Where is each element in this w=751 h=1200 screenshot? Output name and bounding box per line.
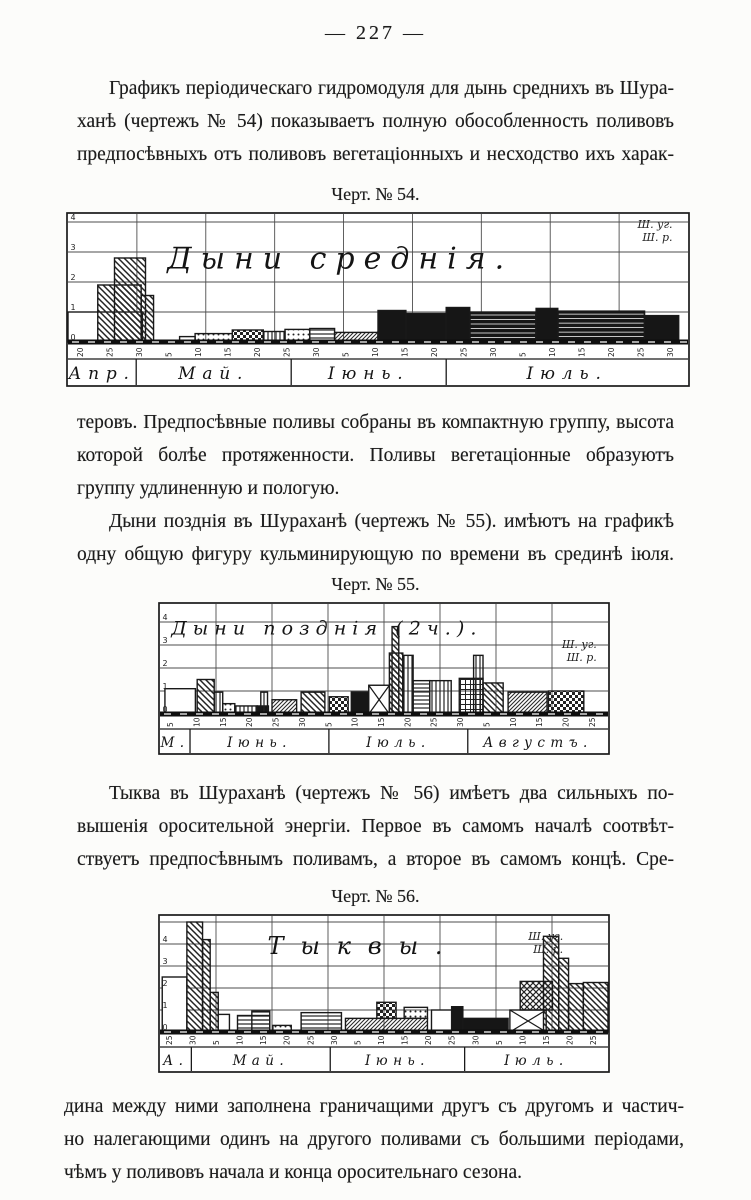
svg-text:30: 30 (188, 1035, 198, 1045)
svg-text:25: 25 (105, 347, 115, 357)
svg-text:5: 5 (341, 352, 351, 357)
svg-text:Іюль.: Іюль. (526, 364, 608, 384)
svg-text:5: 5 (166, 722, 176, 727)
figure-caption-54: Черт. № 54. (331, 184, 420, 204)
svg-text:25: 25 (164, 1035, 174, 1045)
svg-text:2: 2 (162, 659, 168, 668)
svg-text:30: 30 (297, 717, 307, 727)
svg-text:Май.: Май. (178, 364, 250, 384)
svg-text:10: 10 (350, 717, 360, 727)
text-line: дина между ними заполнена граничащими другъ съ другомъ и частич- (64, 1096, 684, 1117)
svg-text:Ш. р.: Ш. р. (566, 651, 597, 664)
figure-caption-56: Черт. № 56. (331, 886, 420, 906)
svg-text:Тыквы.: Тыквы. (267, 931, 460, 960)
svg-text:Ш. уг.: Ш. уг. (637, 218, 673, 231)
text-line: вышенія оросительной энергіи. Первое въ самомъ началѣ соотвѣт- (77, 816, 674, 837)
svg-text:Апр.: Апр. (68, 364, 136, 384)
text-line: группу удлиненную и пологую. (77, 478, 340, 499)
svg-text:15: 15 (400, 1035, 410, 1045)
svg-text:5: 5 (518, 352, 528, 357)
svg-text:30: 30 (134, 347, 144, 357)
text-line: одну общую фигуру кульминирующую по времени въ срединѣ іюля. (77, 544, 674, 565)
svg-text:2: 2 (162, 979, 168, 988)
svg-text:5: 5 (324, 722, 334, 727)
svg-text:25: 25 (282, 347, 292, 357)
svg-text:25: 25 (589, 1035, 599, 1045)
text-line: Графикъ періодическаго гидромодуля для дынь среднихъ въ Шура- (109, 78, 674, 99)
svg-text:4: 4 (70, 213, 76, 222)
svg-text:25: 25 (447, 1035, 457, 1045)
page-number: — 227 — (325, 22, 426, 44)
svg-text:30: 30 (489, 347, 499, 357)
paragraph-intro-55 (77, 505, 674, 571)
svg-text:30: 30 (311, 347, 321, 357)
svg-text:1: 1 (70, 303, 76, 312)
svg-text:30: 30 (329, 1035, 339, 1045)
paragraph-intro-56 (77, 777, 674, 876)
svg-text:Іюль.: Іюль. (366, 735, 431, 751)
svg-text:0: 0 (70, 333, 76, 342)
svg-text:10: 10 (235, 1035, 245, 1045)
chart-54-hydromodule-melons-medium (66, 212, 690, 389)
svg-text:М.: М. (160, 735, 190, 751)
svg-text:5: 5 (211, 1040, 221, 1045)
text-line: но налегающими одинъ на другого поливами съ большими періодами, (64, 1129, 684, 1150)
text-line: Тыква въ Шураханѣ (чертежъ № 56) имѣетъ два сильныхъ по- (109, 783, 674, 804)
chart-55-hydromodule-melons-late (158, 602, 610, 757)
paragraph-discussion-54 (77, 406, 674, 505)
svg-text:Май.: Май. (232, 1053, 290, 1069)
svg-text:Іюнь.: Іюнь. (365, 1053, 430, 1069)
svg-text:20: 20 (561, 717, 571, 727)
paragraph-conclusion (64, 1090, 684, 1189)
svg-text:Ш. уг.: Ш. уг. (561, 638, 597, 651)
svg-text:Ш. р.: Ш. р. (533, 943, 564, 956)
svg-text:25: 25 (306, 1035, 316, 1045)
svg-text:10: 10 (518, 1035, 528, 1045)
svg-text:20: 20 (245, 717, 255, 727)
svg-text:20: 20 (252, 347, 262, 357)
svg-text:10: 10 (371, 347, 380, 357)
svg-text:3: 3 (162, 957, 168, 966)
svg-text:3: 3 (162, 636, 168, 645)
svg-text:15: 15 (542, 1035, 552, 1045)
svg-text:3: 3 (70, 243, 76, 252)
svg-text:0: 0 (162, 705, 168, 714)
svg-text:Ш. уг.: Ш. уг. (528, 930, 564, 943)
svg-text:20: 20 (430, 347, 440, 357)
text-line: ханѣ (чертежъ № 54) показываетъ полную обособленность поливовъ (77, 111, 674, 132)
svg-text:25: 25 (459, 347, 469, 357)
svg-text:10: 10 (377, 1035, 386, 1045)
svg-text:15: 15 (218, 717, 228, 727)
text-line: теровъ. Предпосѣвные поливы собраны въ компактную группу, высота (77, 412, 674, 433)
svg-text:10: 10 (548, 347, 558, 357)
svg-text:20: 20 (424, 1035, 434, 1045)
svg-text:Ш. р.: Ш. р. (642, 231, 673, 244)
svg-text:20: 20 (607, 347, 617, 357)
svg-text:2: 2 (70, 273, 76, 282)
svg-text:20: 20 (282, 1035, 292, 1045)
figure-caption-55: Черт. № 55. (331, 574, 420, 594)
svg-text:0: 0 (162, 1023, 168, 1032)
svg-text:15: 15 (577, 347, 587, 357)
svg-text:1: 1 (162, 682, 168, 691)
svg-text:20: 20 (403, 717, 413, 727)
svg-text:20: 20 (75, 347, 85, 357)
svg-text:5: 5 (494, 1040, 504, 1045)
svg-text:Августъ.: Августъ. (483, 735, 593, 751)
svg-text:15: 15 (400, 347, 410, 357)
svg-text:15: 15 (535, 717, 545, 727)
svg-text:Іюнь.: Іюнь. (227, 735, 292, 751)
svg-text:30: 30 (666, 347, 676, 357)
svg-text:А.: А. (163, 1053, 189, 1069)
text-line: которой болѣе протяженности. Поливы вегетаціонные образуютъ (77, 445, 674, 466)
svg-text:5: 5 (482, 722, 492, 727)
svg-text:Іюль.: Іюль. (504, 1053, 569, 1069)
svg-text:5: 5 (353, 1040, 363, 1045)
svg-text:10: 10 (508, 717, 518, 727)
svg-text:4: 4 (162, 935, 168, 944)
svg-text:10: 10 (193, 347, 203, 357)
paragraph-intro (77, 72, 674, 171)
chart-56-hydromodule-pumpkins (158, 914, 610, 1075)
svg-text:15: 15 (377, 717, 386, 727)
svg-text:25: 25 (429, 717, 439, 727)
svg-text:10: 10 (192, 717, 202, 727)
svg-text:15: 15 (223, 347, 233, 357)
svg-text:15: 15 (259, 1035, 269, 1045)
text-line: чѣмъ у поливовъ начала и конца оросительнаго сезона. (64, 1162, 523, 1183)
text-line: Дыни позднія въ Шураханѣ (чертежъ № 55). имѣютъ на графикѣ (109, 511, 674, 532)
svg-text:5: 5 (164, 352, 174, 357)
svg-text:1: 1 (162, 1001, 168, 1010)
svg-text:25: 25 (636, 347, 646, 357)
svg-text:25: 25 (587, 717, 597, 727)
svg-text:Дыни позднія (2ч.).: Дыни позднія (2ч.). (171, 617, 483, 640)
svg-text:Іюнь.: Іюнь. (327, 364, 410, 384)
svg-text:Дыни среднія.: Дыни среднія. (167, 241, 514, 277)
svg-text:25: 25 (271, 717, 281, 727)
text-line: предпосѣвныхъ отъ поливовъ вегетаціонныхъ и несходство ихъ харак- (77, 144, 674, 165)
svg-text:4: 4 (162, 613, 168, 622)
svg-text:30: 30 (456, 717, 466, 727)
text-line: ствуетъ предпосѣвнымъ поливамъ, а второе въ самомъ концѣ. Сре- (77, 849, 674, 870)
svg-text:30: 30 (471, 1035, 481, 1045)
svg-text:20: 20 (565, 1035, 575, 1045)
